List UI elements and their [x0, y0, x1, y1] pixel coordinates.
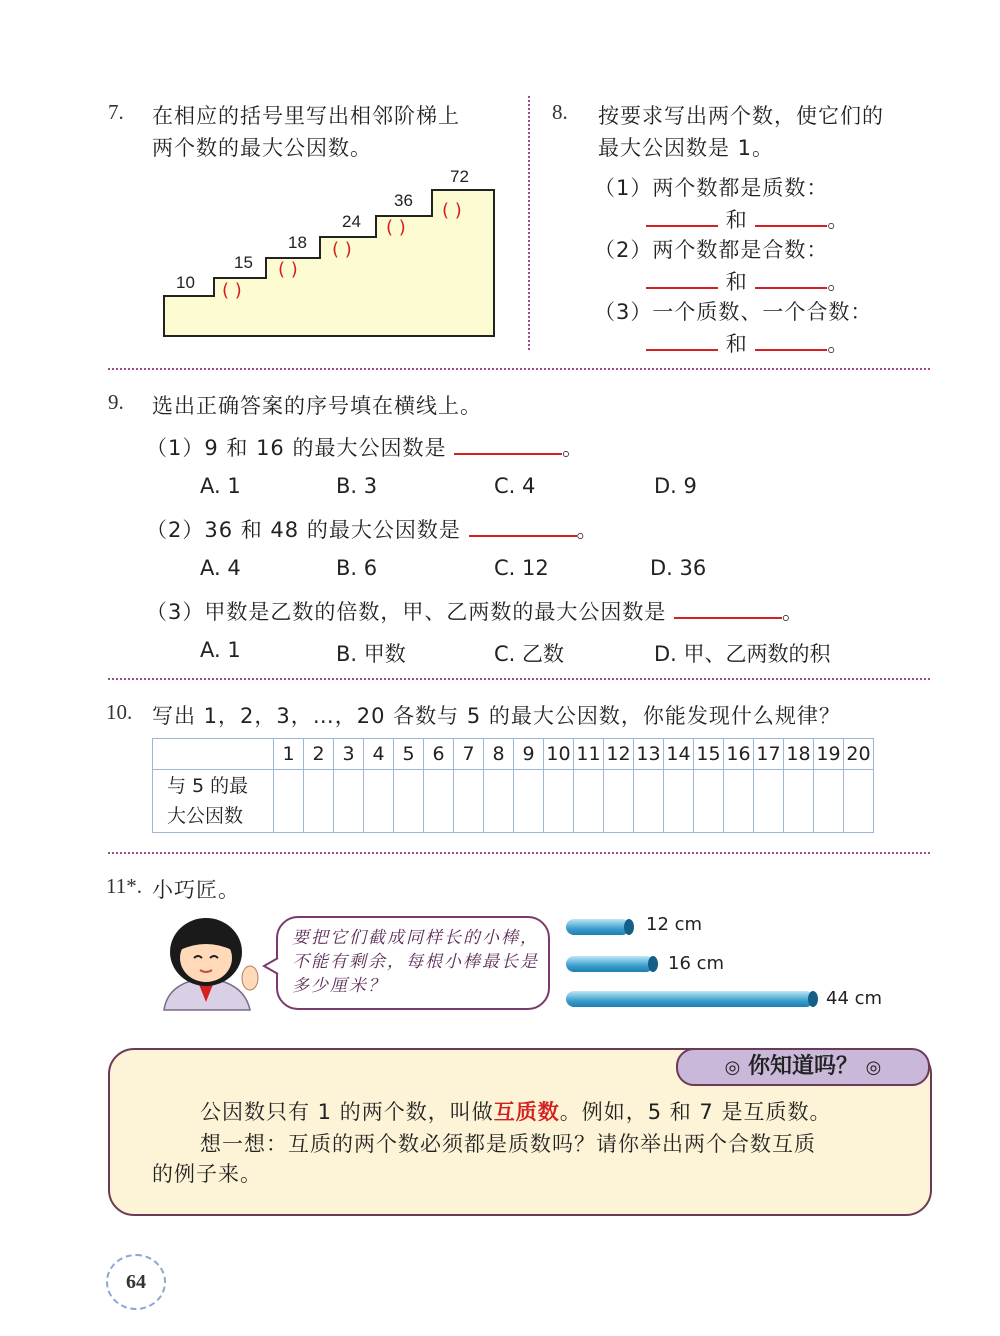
q9-part3-question: （3）甲数是乙数的倍数，甲、乙两数的最大公因数是 [146, 600, 667, 624]
stick-12cm [566, 919, 630, 935]
circle-icon: ◎ [724, 1057, 741, 1078]
step-10: 10 [176, 273, 195, 292]
answer-cell[interactable] [574, 770, 604, 833]
q7-number: 7. [108, 100, 124, 124]
q7-line1: 在相应的括号里写出相邻阶梯上 [152, 104, 460, 128]
answer-cell[interactable] [364, 770, 394, 833]
table-header: 8 [484, 739, 514, 770]
q9-part1-blank[interactable] [454, 435, 562, 455]
answer-cell[interactable] [274, 770, 304, 833]
answer-cell[interactable] [814, 770, 844, 833]
answer-cell[interactable] [724, 770, 754, 833]
info-paragraph-2-line1: 想一想：互质的两个数必须都是质数吗？请你举出两个合数互质 [200, 1132, 816, 1156]
q9-p3-opt-b: B. 甲数 [336, 642, 406, 666]
table-header: 18 [784, 739, 814, 770]
q9-part2-blank[interactable] [469, 517, 577, 537]
table-header: 15 [694, 739, 724, 770]
answer-cell[interactable] [604, 770, 634, 833]
table-header: 7 [454, 739, 484, 770]
answer-cell[interactable] [694, 770, 724, 833]
table-header: 3 [334, 739, 364, 770]
q8-item3-blank-a[interactable] [646, 331, 718, 351]
period: 。 [827, 270, 850, 294]
table-header: 1 [274, 739, 304, 770]
bubble-tail [262, 956, 282, 976]
table-header: 19 [814, 739, 844, 770]
table-header: 14 [664, 739, 694, 770]
answer-cell[interactable] [334, 770, 364, 833]
answer-cell[interactable] [664, 770, 694, 833]
table-header: 17 [754, 739, 784, 770]
q11-title: 小巧匠。 [152, 878, 240, 902]
q9-p2-opt-d: D. 36 [650, 556, 707, 580]
table-header: 9 [514, 739, 544, 770]
q8-item1-label: （1）两个数都是质数： [594, 176, 829, 200]
step-18: 18 [288, 233, 307, 252]
answer-cell[interactable] [424, 770, 454, 833]
table-header: 5 [394, 739, 424, 770]
q10-number: 10. [106, 700, 133, 724]
q9-part1-question: （1）9 和 16 的最大公因数是 [146, 436, 447, 460]
answer-cell[interactable] [514, 770, 544, 833]
table-answer-row [153, 770, 874, 833]
table-header: 13 [634, 739, 664, 770]
table-header: 20 [844, 739, 874, 770]
row-label-line1: 与 5 的最 [167, 775, 249, 797]
answer-cell[interactable] [844, 770, 874, 833]
q11-number: 11*. [106, 874, 142, 898]
and-text: 和 [725, 208, 748, 232]
did-you-know-title: 你知道吗？ [747, 1054, 858, 1079]
period: 。 [562, 436, 585, 460]
step-15: 15 [234, 253, 253, 272]
q7-line2: 两个数的最大公因数。 [152, 136, 372, 160]
paren-5[interactable]: ( ) [442, 200, 462, 221]
separator [108, 678, 930, 680]
answer-cell[interactable] [754, 770, 784, 833]
answer-cell[interactable] [784, 770, 814, 833]
info-paragraph-1 [200, 1096, 831, 1126]
q8-item2-blank-a[interactable] [646, 269, 718, 289]
table-corner-cell [153, 739, 274, 770]
q9-p3-opt-d: D. 甲、乙两数的积 [654, 642, 831, 666]
q8-item2-answer [646, 266, 849, 296]
paren-2[interactable]: ( ) [278, 259, 298, 280]
step-36: 36 [394, 191, 413, 210]
and-text: 和 [725, 270, 748, 294]
answer-cell[interactable] [544, 770, 574, 833]
q8-item3-blank-b[interactable] [755, 331, 827, 351]
q8-item1-blank-b[interactable] [755, 207, 827, 227]
circle-icon: ◎ [865, 1057, 882, 1078]
period: 。 [827, 208, 850, 232]
q9-p1-opt-b: B. 3 [336, 474, 378, 498]
period: 。 [827, 332, 850, 356]
q9-p2-opt-b: B. 6 [336, 556, 378, 580]
q9-p3-opt-a: A. 1 [200, 638, 241, 662]
separator [108, 368, 930, 370]
info-p1-pre: 公因数只有 1 的两个数，叫做 [200, 1100, 494, 1124]
stick-44cm-label: 44 cm [826, 988, 883, 1009]
table-header: 10 [544, 739, 574, 770]
and-text: 和 [725, 332, 748, 356]
q9-part2 [146, 514, 599, 544]
q8-item2-label: （2）两个数都是合数： [594, 238, 829, 262]
stick-16cm-label: 16 cm [668, 953, 725, 974]
q8-item1-blank-a[interactable] [646, 207, 718, 227]
girl-illustration [146, 912, 266, 1022]
q9-number: 9. [108, 390, 124, 414]
did-you-know-tab [676, 1048, 930, 1086]
q8-item3-label: （3）一个质数、一个合数： [594, 300, 873, 324]
answer-cell[interactable] [484, 770, 514, 833]
q10-title: 写出 1，2，3，…，20 各数与 5 的最大公因数，你能发现什么规律？ [152, 704, 841, 728]
q8-number: 8. [552, 100, 568, 124]
step-72: 72 [450, 167, 469, 186]
page-number: 64 [106, 1254, 166, 1310]
q9-p1-opt-c: C. 4 [494, 474, 536, 498]
q9-p3-opt-c: C. 乙数 [494, 642, 565, 666]
info-term: 互质数 [493, 1100, 560, 1124]
paren-3[interactable]: ( ) [332, 239, 352, 260]
q9-p2-opt-a: A. 4 [200, 556, 241, 580]
stick-16cm [566, 956, 654, 972]
row-label [153, 770, 274, 833]
q8-item1-answer [646, 204, 849, 234]
column-divider [528, 96, 530, 350]
info-p1-post: 。例如，5 和 7 是互质数。 [559, 1100, 832, 1124]
table-header: 2 [304, 739, 334, 770]
answer-cell[interactable] [304, 770, 334, 833]
q9-part3-blank[interactable] [674, 599, 782, 619]
q9-part3 [146, 596, 804, 626]
answer-cell[interactable] [454, 770, 484, 833]
separator [108, 852, 930, 854]
q8-item2-blank-b[interactable] [755, 269, 827, 289]
table-header: 12 [604, 739, 634, 770]
info-paragraph-2-line2: 的例子来。 [152, 1162, 262, 1186]
step-24: 24 [342, 212, 361, 231]
stick-44cm [566, 991, 814, 1007]
table-header: 16 [724, 739, 754, 770]
q8-line2: 最大公因数是 1。 [598, 136, 775, 160]
answer-cell[interactable] [394, 770, 424, 833]
paren-1[interactable]: ( ) [222, 280, 242, 301]
q9-part2-question: （2）36 和 48 的最大公因数是 [146, 518, 461, 542]
q8-item3-answer [646, 328, 849, 358]
stick-12cm-label: 12 cm [646, 914, 703, 935]
q9-title: 选出正确答案的序号填在横线上。 [152, 394, 482, 418]
table-header: 6 [424, 739, 454, 770]
q9-part1 [146, 432, 584, 462]
answer-cell[interactable] [634, 770, 664, 833]
bubble-text: 要把它们截成同样长的小棒，不能有剩余，每根小棒最长是多少厘米？ [292, 928, 539, 996]
table-header-row [153, 739, 874, 770]
q9-p1-opt-d: D. 9 [654, 474, 697, 498]
table-header: 11 [574, 739, 604, 770]
staircase-figure [150, 160, 520, 350]
q9-p2-opt-c: C. 12 [494, 556, 549, 580]
paren-4[interactable]: ( ) [386, 217, 406, 238]
q9-p1-opt-a: A. 1 [200, 474, 241, 498]
table-header: 4 [364, 739, 394, 770]
q8-line1: 按要求写出两个数，使它们的 [598, 104, 884, 128]
row-label-line2: 大公因数 [167, 805, 244, 827]
period: 。 [576, 518, 599, 542]
gcd-table [152, 738, 874, 833]
period: 。 [782, 600, 805, 624]
